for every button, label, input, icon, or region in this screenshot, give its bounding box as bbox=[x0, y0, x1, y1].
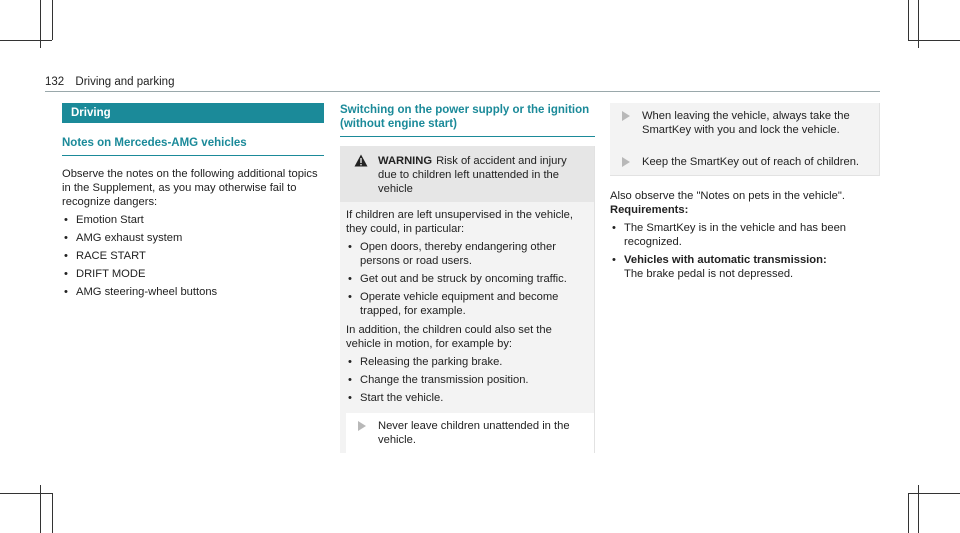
warning-list bbox=[346, 240, 588, 318]
list-item: • DRIFT MODE bbox=[62, 267, 324, 281]
requirements-label: Requirements: bbox=[610, 204, 689, 216]
warning-list-2 bbox=[346, 355, 588, 405]
instruction-text: Keep the SmartKey out of reach of children. bbox=[642, 156, 860, 168]
section-heading: Switching on the power supply or the ignition (without engine start) bbox=[340, 103, 595, 137]
chapter-title: Driving and parking bbox=[75, 76, 175, 88]
intro-text: Observe the notes on the following additional topics in the Supplement, as you may otherwise fail to recognize dangers: bbox=[62, 168, 318, 208]
warning-continuation-box bbox=[610, 103, 880, 176]
requirements-list bbox=[610, 221, 880, 281]
left-column bbox=[62, 103, 324, 299]
crop-mark bbox=[908, 493, 909, 533]
topics-list bbox=[62, 213, 324, 299]
crop-mark bbox=[52, 493, 53, 533]
instruction-step bbox=[610, 103, 879, 143]
list-item: • AMG steering-wheel buttons bbox=[62, 285, 324, 299]
warning-title-text: Risk of accident and injury due to children left unattended in the vehicle bbox=[378, 155, 567, 195]
warning-intro: If children are left unsupervised in the vehicle, they could, in particular: bbox=[346, 209, 573, 235]
list-item: • Start the vehicle. bbox=[346, 391, 588, 405]
warning-body bbox=[340, 202, 594, 413]
list-item: • Open doors, thereby endangering other persons or road users. bbox=[346, 240, 588, 268]
crop-mark bbox=[52, 0, 53, 40]
list-item: • AMG exhaust system bbox=[62, 231, 324, 245]
warning-title bbox=[378, 154, 584, 196]
play-arrow-icon bbox=[622, 111, 630, 121]
subheading: Notes on Mercedes-AMG vehicles bbox=[62, 136, 324, 156]
header-divider bbox=[45, 91, 880, 92]
list-item: • Emotion Start bbox=[62, 213, 324, 227]
list-item: • RACE START bbox=[62, 249, 324, 263]
list-item: • Get out and be struck by oncoming traffic. bbox=[346, 272, 588, 286]
list-item: • Change the transmission position. bbox=[346, 373, 588, 387]
instruction-step bbox=[610, 149, 879, 175]
list-item bbox=[610, 253, 880, 281]
requirement-text: The brake pedal is not depressed. bbox=[624, 268, 794, 280]
warning-triangle-icon bbox=[354, 154, 368, 167]
play-arrow-icon bbox=[622, 157, 630, 167]
warning-addition: In addition, the children could also set the vehicle in motion, for example by: bbox=[346, 324, 552, 350]
middle-column bbox=[340, 103, 595, 459]
list-item: • The SmartKey is in the vehicle and has been recognized. bbox=[610, 221, 880, 249]
crop-mark bbox=[908, 0, 909, 40]
crop-mark bbox=[908, 40, 960, 41]
instruction-text: When leaving the vehicle, always take the SmartKey with you and lock the vehicle. bbox=[642, 110, 850, 136]
requirement-label: Vehicles with automatic transmission: bbox=[624, 254, 827, 266]
crop-mark bbox=[0, 40, 52, 41]
list-item: • Releasing the parking brake. bbox=[346, 355, 588, 369]
right-column bbox=[610, 103, 880, 281]
section-title-bar: Driving bbox=[62, 103, 324, 123]
note-text: Also observe the "Notes on pets in the vehicle". bbox=[610, 190, 845, 202]
warning-header bbox=[340, 146, 594, 202]
list-item: • Operate vehicle equipment and become trapped, for example. bbox=[346, 290, 588, 318]
play-arrow-icon bbox=[358, 421, 366, 431]
crop-mark bbox=[908, 493, 960, 494]
warning-label: WARNING bbox=[378, 155, 433, 167]
page-header bbox=[45, 75, 174, 89]
instruction-step bbox=[346, 413, 594, 453]
crop-mark bbox=[0, 493, 52, 494]
page-number: 132 bbox=[45, 76, 65, 88]
instruction-text: Never leave children unattended in the vehicle. bbox=[378, 420, 570, 446]
warning-box bbox=[340, 146, 595, 453]
